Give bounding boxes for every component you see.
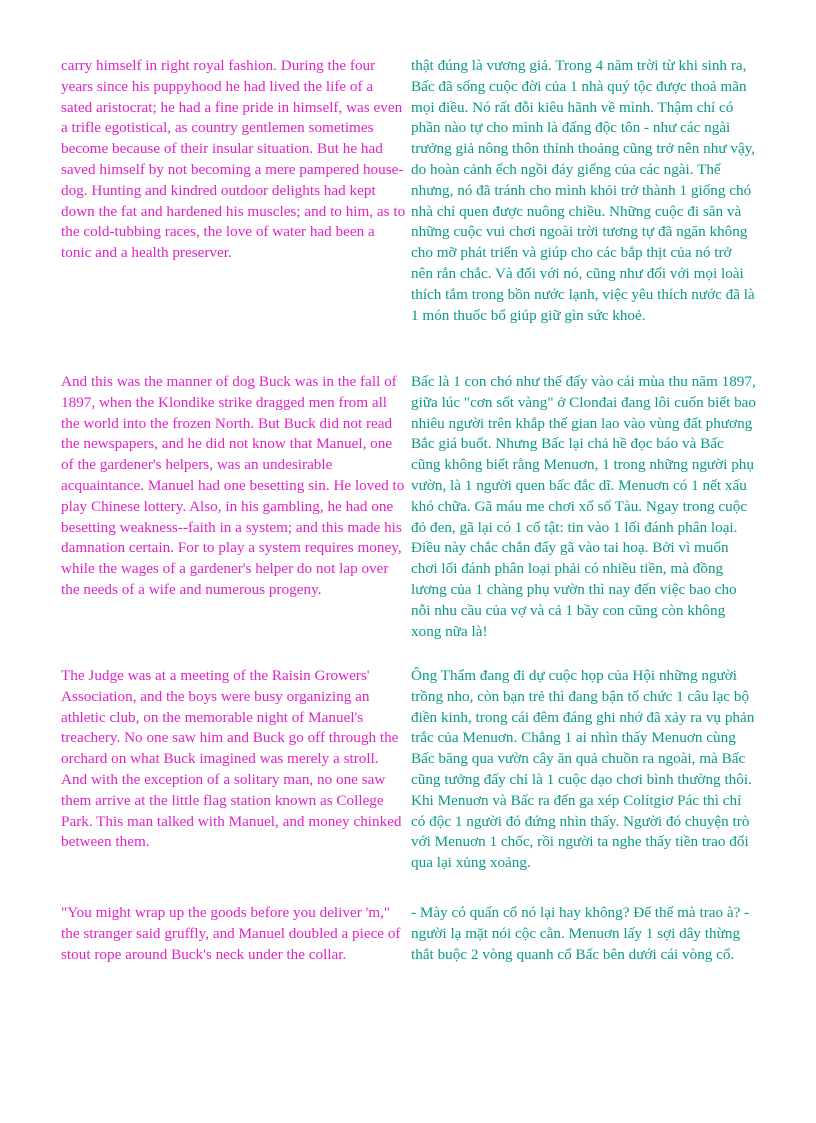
english-paragraph-2: And this was the manner of dog Buck was in the fall of 1897, when the Klondike strike dragged men from all the world into the frozen North. But Buck did not read the newspapers, and he did not know that Manuel, one of the gardener's helpers, was an undesirable acquaintance. Manuel had one besetting sin. He loved to play Chinese lottery. Also, in his gambling, he had one besetting weakness--faith in a system; and this made his damnation certain. For to play a system requires money, while the wages of a gardener's helper do not lap over the needs of a wife and numerous progeny. (61, 373, 405, 598)
vietnamese-paragraph-4: - Mày có quấn cổ nó lại hay không? Để thế mà trao à? - người lạ mặt nói cộc cằn. Menuơn lấy 1 sợi dây thừng thắt buộc 2 vòng quanh cổ Bấc bên dưới cái vòng cổ. (411, 904, 750, 963)
english-paragraph-1: carry himself in right royal fashion. During the four years since his puppyhood he had lived the life of a sated aristocrat; he had a fine pride in himself, was even a trifle egotistical, as country gentlemen sometimes become because of their insular situation. But he had saved himself by not becoming a mere pampered house-dog. Hunting and kindred outdoor delights had kept down the fat and hardened his muscles; and to him, as to the cold-tubbing races, the love of water had been a tonic and a health preserver. (61, 57, 406, 262)
vietnamese-paragraph-1: thật đúng là vương giả. Trong 4 năm trời từ khi sinh ra, Bấc đã sống cuộc đời của 1 nhà quý tộc được thoả mãn mọi điều. Nó rất đỗi kiêu hãnh về mình. Thậm chí có phần nào tự cho mình là đấng độc tôn - như các ngài trưởng giả nông thôn thỉnh thoảng cũng trở nên như vậy, do hoàn cảnh ếch ngồi đáy giếng của các ngài. Thế nhưng, nó đã tránh cho mình khỏi trở thành 1 giống chó nhà chỉ quen được nuông chiều. Những cuộc đi săn và những cuộc vui chơi ngoài trời tương tự đã ngăn không cho mỡ phát triển và giúp cho các bắp thịt của nó trở nên rắn chắc. Và đối với nó, cũng như đối với mọi loài thích tắm trong bồn nước lạnh, việc yêu thích nước đã là 1 món thuốc bổ giúp giữ gìn sức khoẻ. (411, 57, 756, 324)
vietnamese-paragraph-2: Bấc là 1 con chó như thế đấy vào cái mùa thu năm 1897, giữa lúc "cơn sốt vàng" ở Clonđai đang lôi cuốn biết bao nhiêu người trên khắp thế gian lao vào vùng đất phương Bắc giá buốt. Nhưng Bấc lại chả hề đọc báo và Bấc cũng không biết rằng Menuơn, 1 trong những người phụ vườn, là 1 người quen bấc đắc dĩ. Menuơn có 1 nết xấu khó chữa. Gã máu me chơi xổ số Tàu. Ngay trong cuộc đỏ đen, gã lại có 1 cố tật: tin vào 1 lối đánh phân loại. Điều này chắc chắn đẩy gã vào tai hoạ. Bởi vì muốn chơi lối đánh phân loại phải có nhiều tiền, mà đồng lương của 1 chàng phụ vườn thì nay đến việc bao cho nỗi nhu cầu của vợ và cả 1 bầy con cũng còn không xong nữa là! (411, 373, 757, 640)
english-paragraph-4: "You might wrap up the goods before you deliver 'm," the stranger said gruffly, and Manuel doubled a piece of stout rope around Buck's neck under the collar. (61, 904, 401, 963)
english-paragraph-3: The Judge was at a meeting of the Raisin Growers' Association, and the boys were busy organizing an athletic club, on the memorable night of Manuel's treachery. No one saw him and Buck go off through the orchard on what Buck imagined was merely a stroll. And with the exception of a solitary man, no one saw them arrive at the little flag station known as College Park. This man talked with Manuel, and money chinked between them. (61, 667, 402, 851)
vietnamese-paragraph-3: Ông Thẩm đang đi dự cuộc họp của Hội những người trồng nho, còn bạn trẻ thì đang bận tổ chức 1 câu lạc bộ điền kinh, trong cái đêm đáng ghi nhớ đã xảy ra vụ phản trắc của Menuơn. Chẳng 1 ai nhìn thấy Menuơn cùng Bấc băng qua vườn cây ăn quả chuồn ra ngoài, mà Bấc cũng tưởng đấy chỉ là 1 cuộc dạo chơi bình thường thôi. Khi Menuơn và Bấc ra đến ga xép Colítgiơ Pác thì chỉ có độc 1 người đó đứng nhìn thấy. Người đó chuyện trò với Menuơn 1 chốc, rồi người ta nghe thấy tiền trao đổi qua lại xủng xoảng. (411, 667, 755, 872)
